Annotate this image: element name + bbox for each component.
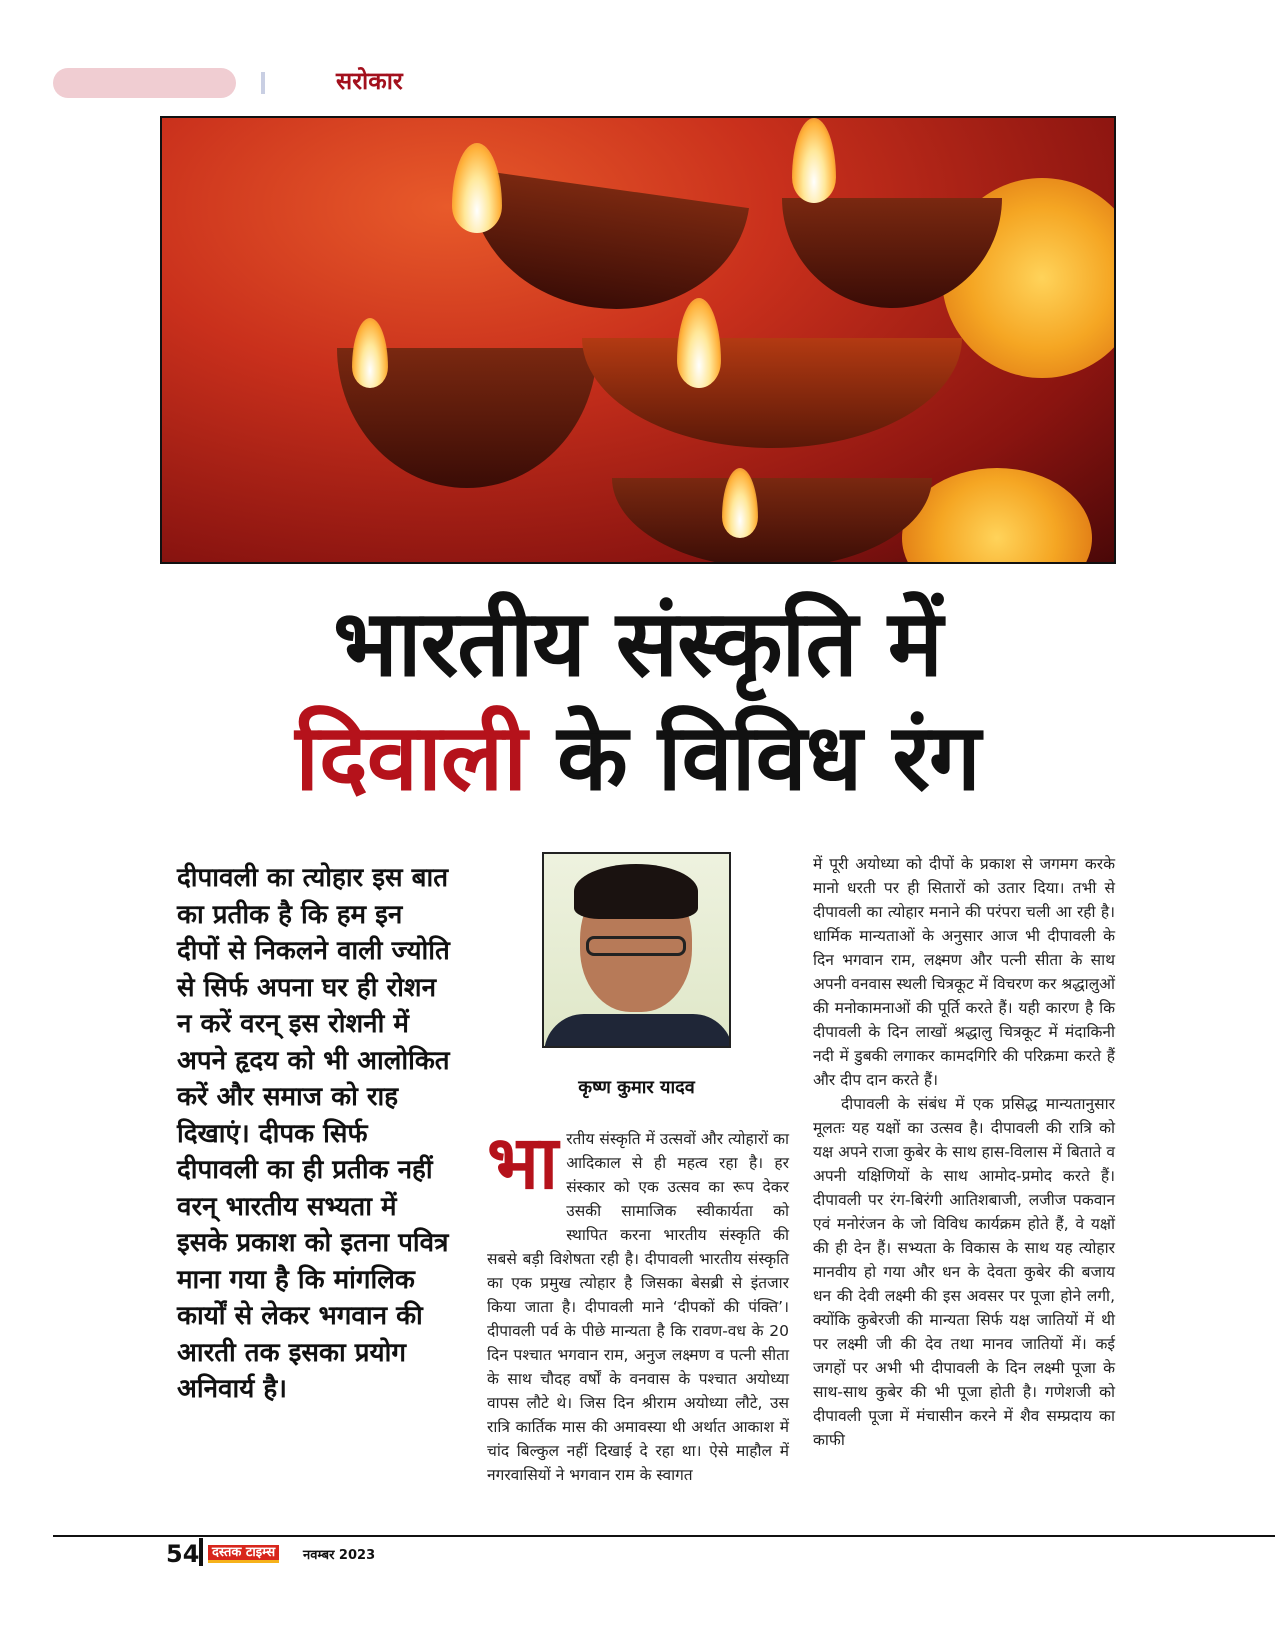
diya — [582, 338, 962, 448]
article-paragraph: दीपावली के संबंध में एक प्रसिद्ध मान्यतानुसार मूलतः यह यक्षों का उत्सव है। दीपावली की रात्रि को यक्ष अपने राजा कुबेर के साथ हास-विलास में बिताते व अपनी यक्षिणियों के साथ आमोद-प्रमोद करते हैं। दीपावली पर रंग-बिरंगी आतिशबाजी, लजीज पकवान एवं मनोरंजन के जो विविध कार्यक्रम होते हैं, वे यक्षों की ही देन हैं। सभ्यता के विकास के साथ यह त्योहार मानवीय हो गया और धन के देवता कुबेर की बजाय धन की देवी लक्ष्मी की इस अवसर पर पूजा होने लगी, क्योंकि कुबेरजी की मान्यता सिर्फ यक्ष जातियों में थी पर लक्ष्मी जी की देव तथा मानव जातियों में। कई जगहों पर अभी भी दीपावली के दिन लक्ष्मी पूजा के साथ-साथ कुबेर की भी पूजा होती है। गणेशजी को दीपावली पूजा में मंचासीन करने में शैव सम्प्रदाय का काफी — [813, 1095, 1115, 1449]
headline-highlight: दिवाली — [295, 704, 527, 811]
flame-icon — [792, 118, 836, 203]
article-paragraph: रतीय संस्कृति में उत्सवों और त्योहारों का आदिकाल से ही महत्व रहा है। हर संस्कार को एक उत्सव का रूप देकर उसकी सामाजिक स्वीकार्यता को स्थापित करना भारतीय संस्कृति की सबसे बड़ी विशेषता रही है। दीपावली भारतीय संस्कृति का एक प्रमुख त्योहार है जिसका बेसब्री से इंतजार किया जाता है। दीपावली माने ‘दीपकों की पंक्ति’। दीपावली पर्व के पीछे मान्यता है कि रावण-वध के 20 दिन पश्चात भगवान राम, अनुज लक्ष्मण व पत्नी सीता के साथ चौदह वर्षों के वनवास के पश्चात अयोध्या वापस लौटे थे। जिस दिन श्रीराम अयोध्या लौटे, उस रात्रि कार्तिक मास की अमावस्या थी अर्थात आकाश में चांद बिल्कुल नहीं दिखाई दे रहा था। ऐसे माहौल में नगरवासियों ने भगवान राम के स्वागत — [487, 1130, 789, 1484]
section-pill — [53, 68, 236, 98]
article-column-1 — [487, 1120, 789, 1487]
section-label: सरोकार — [336, 67, 403, 95]
author-suit — [544, 1014, 731, 1048]
headline-rest: के विविध रंग — [526, 704, 980, 811]
issue-date: नवम्बर 2023 — [303, 1548, 376, 1563]
author-name: कृष्ण कुमार यादव — [578, 1077, 695, 1098]
article-paragraph: में पूरी अयोध्या को दीपों के प्रकाश से जगमग करके मानो धरती पर ही सितारों को उतार दिया। तभी से दीपावली का त्योहार मनाने की परंपरा चली आ रही है। धार्मिक मान्यताओं के अनुसार आज भी दीपावली के दिन भगवान राम, लक्ष्मण और पत्नी सीता के साथ अपनी वनवास स्थली चित्रकूट में विचरण कर श्रद्धालुओं की मनोकामनाओं की पूर्ति करते हैं। यही कारण है कि दीपावली के दिन लाखों श्रद्धालु चित्रकूट में मंदाकिनी नदी में डुबकी लगाकर कामदगिरि की परिक्रमा करते हैं और दीप दान करते हैं। — [813, 855, 1115, 1089]
headline-line1: भारतीय संस्कृति में — [333, 590, 942, 697]
flame-icon — [677, 298, 721, 388]
headline-line2 — [0, 704, 1275, 811]
footer-divider — [199, 1538, 203, 1566]
flame-icon — [352, 318, 388, 388]
pull-quote: दीपावली का त्योहार इस बात का प्रतीक है कि हम इन दीपों से निकलने वाली ज्योति से सिर्फ अपना घर ही रोशन न करें वरन् इस रोशनी में अपने हृदय को भी आलोकित करें और समाज को राह दिखाएं। दीपक सिर्फ दीपावली का ही प्रतीक नहीं वरन् भारतीय सभ्यता में इसके प्रकाश को इतना पवित्र माना गया है कि मांगलिक कार्यों से लेकर भगवान की आरती तक इसका प्रयोग अनिवार्य है। — [177, 863, 450, 1404]
publication-logo: दस्तक टाइम्स — [208, 1545, 279, 1563]
author-hair — [574, 864, 698, 919]
page-number: 54 — [166, 1540, 200, 1568]
hero-image-diyas — [160, 116, 1116, 564]
article-column-2 — [813, 852, 1115, 1452]
author-photo — [542, 852, 731, 1048]
author-glasses — [586, 936, 686, 956]
diya — [612, 478, 932, 564]
flame-icon — [452, 143, 502, 233]
footer-rule — [53, 1535, 1275, 1537]
divider — [261, 72, 265, 94]
drop-cap: भा — [487, 1120, 559, 1206]
